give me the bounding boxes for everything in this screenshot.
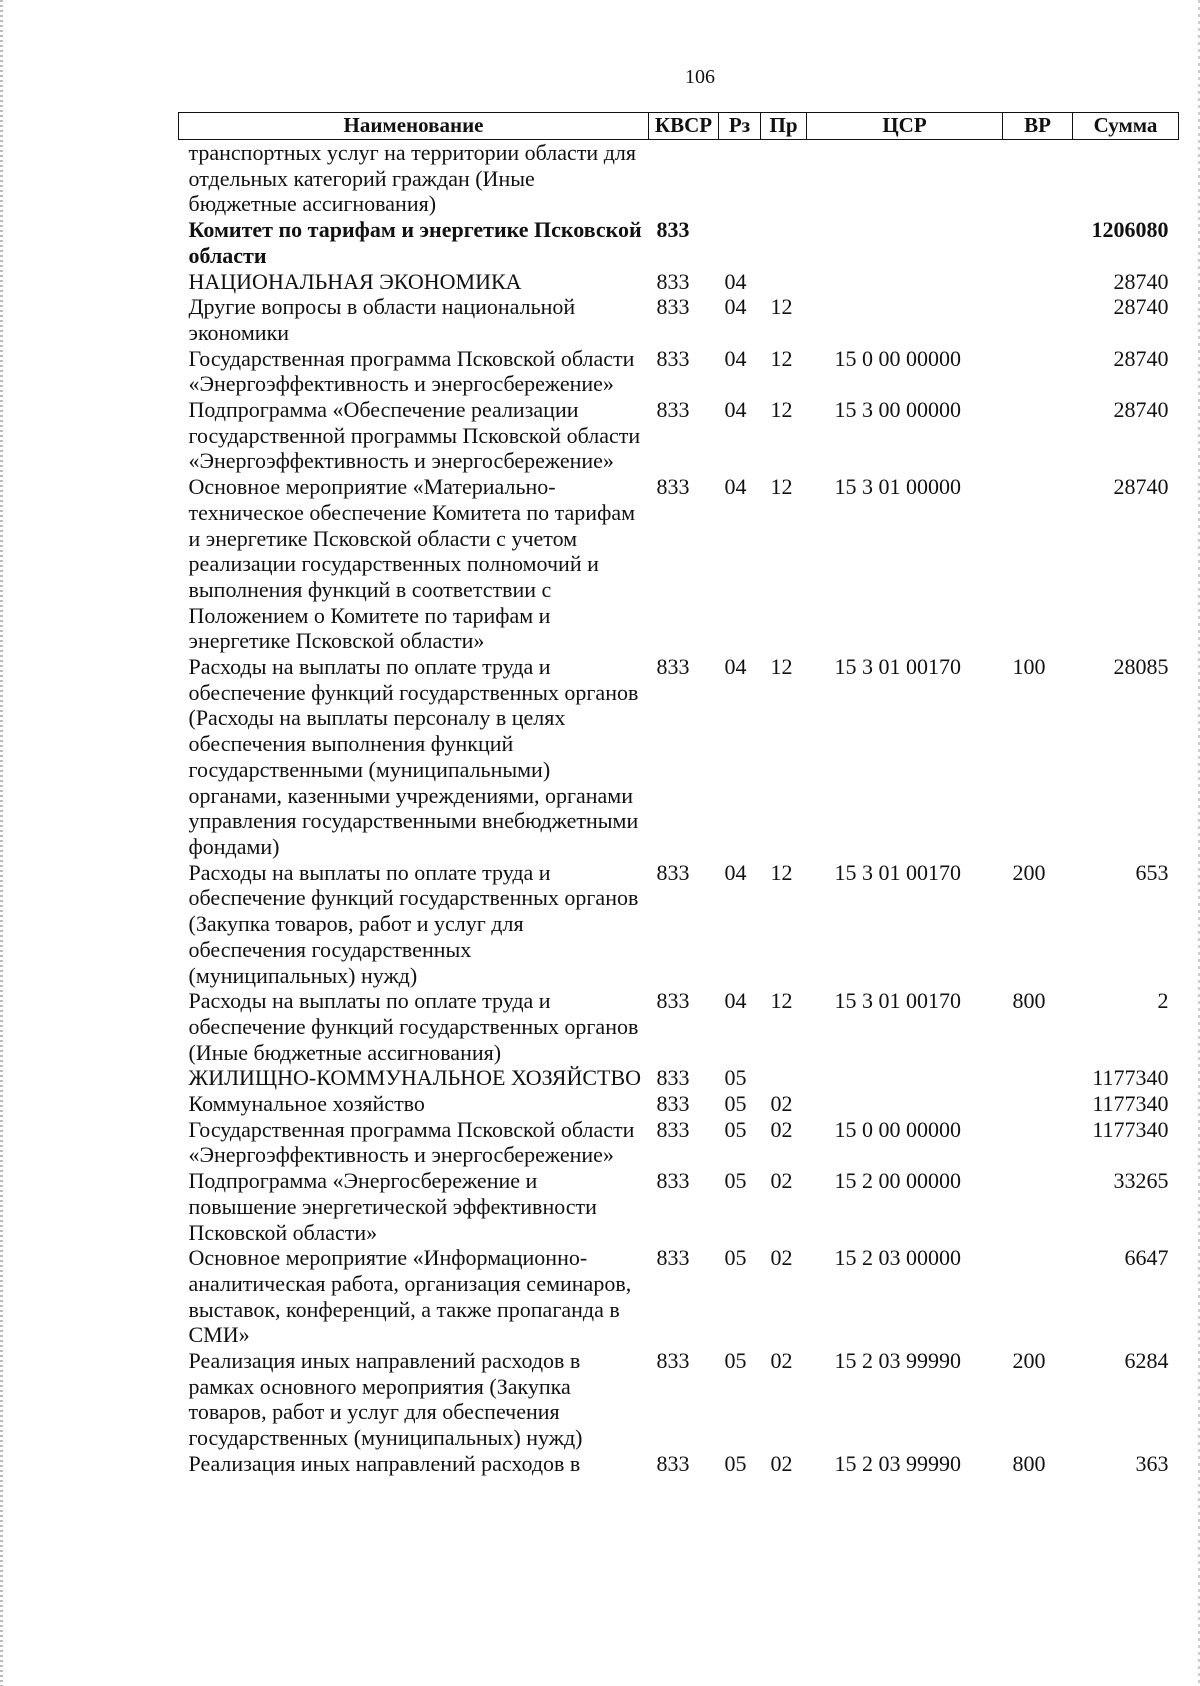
cell-vr: 800 — [1012, 988, 1046, 1014]
cell-vr — [1003, 294, 1073, 345]
cell-name: Расходы на выплаты по оплате труда и обеспечение функций государственных органов (Расходы на выплаты персоналу в целях обеспечения выполнения функций государственными (муниципальными) органами, казенными учреждениями, органами управления государственными внебюджетными фондами) — [188, 654, 639, 859]
cell-sum: 28740 — [1113, 397, 1169, 423]
cell-kvsr: 833 — [656, 988, 690, 1014]
cell-kvsr — [649, 140, 719, 218]
cell-csr: 15 3 01 00170 — [834, 654, 961, 680]
cell-name: Основное мероприятие «Материально-техническое обеспечение Комитета по тарифам и энергетике Псковской области с учетом реализации государственных полномочий и выполнения функций в соответствии с Положением о Комитете по тарифам и энергетике Псковской области» — [188, 474, 636, 654]
cell-rz: 04 — [724, 859, 747, 885]
cell-vr — [1003, 217, 1073, 268]
table-row — [179, 1065, 1179, 1091]
budget-table-container — [178, 112, 1169, 1477]
cell-name: Реализация иных направлений расходов в — [188, 1450, 581, 1476]
cell-name: НАЦИОНАЛЬНАЯ ЭКОНОМИКА — [188, 268, 522, 294]
cell-vr — [1003, 346, 1073, 397]
table-row — [179, 1091, 1179, 1117]
cell-rz: 05 — [724, 1065, 747, 1091]
cell-kvsr: 833 — [656, 1065, 690, 1091]
table-row — [179, 474, 1179, 654]
cell-rz: 05 — [724, 1116, 747, 1142]
cell-rz: 04 — [724, 988, 747, 1014]
cell-csr: 15 0 00 00000 — [834, 345, 961, 371]
cell-name: Подпрограмма «Обеспечение реализации государственной программы Псковской области «Энергоэффективность и энергосбережение» — [188, 397, 641, 474]
cell-csr: 15 3 01 00170 — [834, 859, 961, 885]
cell-sum: 1177340 — [1092, 1065, 1169, 1091]
cell-rz — [719, 217, 761, 268]
cell-csr — [807, 217, 1003, 268]
cell-pr — [761, 269, 807, 295]
cell-rz: 04 — [724, 345, 747, 371]
cell-pr: 12 — [770, 397, 793, 423]
cell-rz: 05 — [724, 1348, 747, 1374]
table-row — [179, 860, 1179, 989]
cell-rz: 05 — [724, 1091, 747, 1117]
cell-name: Другие вопросы в области национальной экономики — [188, 294, 576, 345]
page-number: 106 — [685, 66, 715, 88]
cell-name: ЖИЛИЩНО-КОММУНАЛЬНОЕ ХОЗЯЙСТВО — [188, 1065, 642, 1091]
table-row — [179, 1168, 1179, 1245]
table-row — [179, 269, 1179, 295]
cell-vr — [1003, 140, 1073, 218]
cell-sum: 33265 — [1113, 1168, 1169, 1194]
header-csr: ЦСР — [807, 113, 1003, 140]
cell-name: Государственная программа Псковской области «Энергоэффективность и энергосбережение» — [188, 1116, 635, 1168]
cell-kvsr: 833 — [656, 859, 690, 885]
cell-rz: 05 — [724, 1450, 747, 1476]
cell-vr — [1003, 397, 1073, 474]
cell-csr: 15 3 01 00000 — [834, 474, 961, 500]
cell-csr: 15 2 03 00000 — [834, 1245, 961, 1271]
cell-name: Расходы на выплаты по оплате труда и обеспечение функций государственных органов (Иные бюджетные ассигнования) — [188, 988, 639, 1065]
cell-vr: 200 — [1012, 859, 1046, 885]
header-name: Наименование — [179, 113, 649, 140]
cell-rz: 04 — [724, 474, 747, 500]
cell-csr: 15 2 03 99990 — [834, 1450, 961, 1476]
cell-kvsr: 833 — [656, 1450, 690, 1476]
cell-name: транспортных услуг на территории области для отдельных категорий граждан (Иные бюджетные ассигнования) — [188, 140, 636, 217]
cell-vr — [1003, 1117, 1073, 1168]
cell-sum: 28740 — [1113, 268, 1169, 294]
cell-pr: 12 — [770, 988, 793, 1014]
cell-name: Расходы на выплаты по оплате труда и обеспечение функций государственных органов (Закупка товаров, работ и услуг для обеспечения государственных (муниципальных) нужд) — [188, 859, 639, 988]
cell-vr — [1003, 269, 1073, 295]
cell-sum: 6284 — [1124, 1348, 1169, 1374]
cell-name: Комитет по тарифам и энергетике Псковской области — [188, 217, 642, 268]
cell-pr: 12 — [770, 474, 793, 500]
cell-pr: 02 — [770, 1245, 793, 1271]
cell-kvsr: 833 — [656, 1348, 690, 1374]
cell-csr: 15 2 03 99990 — [834, 1348, 961, 1374]
cell-sum: 1206080 — [1091, 217, 1169, 243]
cell-csr — [807, 269, 1003, 295]
header-vr: ВР — [1003, 113, 1073, 140]
header-pr: Пр — [761, 113, 807, 140]
cell-pr: 02 — [770, 1091, 793, 1117]
cell-vr: 100 — [1012, 654, 1046, 680]
cell-pr: 02 — [770, 1450, 793, 1476]
cell-vr — [1003, 474, 1073, 654]
cell-rz: 04 — [724, 268, 747, 294]
cell-kvsr: 833 — [656, 217, 690, 243]
cell-rz: 04 — [724, 654, 747, 680]
cell-pr: 12 — [770, 294, 793, 320]
table-row — [179, 1117, 1179, 1168]
table-header — [179, 113, 1179, 140]
cell-sum: 1177340 — [1092, 1091, 1169, 1117]
cell-csr: 15 2 00 00000 — [834, 1168, 961, 1194]
cell-csr — [807, 1091, 1003, 1117]
cell-vr: 800 — [1012, 1450, 1046, 1476]
cell-csr — [807, 140, 1003, 218]
cell-sum: 6647 — [1124, 1245, 1169, 1271]
table-row — [179, 1451, 1179, 1477]
cell-kvsr: 833 — [656, 1168, 690, 1194]
cell-csr: 15 0 00 00000 — [834, 1116, 961, 1142]
cell-vr — [1003, 1065, 1073, 1091]
cell-kvsr: 833 — [656, 268, 690, 294]
cell-kvsr: 833 — [656, 1245, 690, 1271]
cell-csr: 15 3 01 00170 — [834, 988, 961, 1014]
cell-csr: 15 3 00 00000 — [834, 397, 961, 423]
cell-sum: 2 — [1157, 988, 1169, 1014]
table-row — [179, 140, 1179, 218]
cell-pr: 02 — [770, 1168, 793, 1194]
scan-edge-left — [0, 0, 3, 1686]
cell-name: Коммунальное хозяйство — [188, 1091, 425, 1117]
cell-kvsr: 833 — [656, 294, 690, 320]
cell-vr: 200 — [1012, 1348, 1046, 1374]
cell-name: Основное мероприятие «Информационно-аналитическая работа, организация семинаров, выставок, конференций, а также пропаганда в СМИ» — [188, 1245, 632, 1348]
cell-kvsr: 833 — [656, 474, 690, 500]
cell-sum: 1177340 — [1092, 1116, 1169, 1142]
cell-pr: 12 — [770, 859, 793, 885]
header-row — [179, 113, 1179, 140]
cell-csr — [807, 1065, 1003, 1091]
cell-vr — [1003, 1245, 1073, 1348]
table-row — [179, 654, 1179, 860]
cell-name: Подпрограмма «Энергосбережение и повышение энергетической эффективности Псковской области» — [188, 1168, 597, 1245]
header-kvsr: КВСР — [649, 113, 719, 140]
cell-vr — [1003, 1091, 1073, 1117]
cell-kvsr: 833 — [656, 345, 690, 371]
cell-pr: 12 — [770, 345, 793, 371]
cell-pr: 02 — [770, 1348, 793, 1374]
cell-sum: 28740 — [1113, 474, 1169, 500]
table-body — [179, 140, 1179, 1477]
table-row — [179, 1348, 1179, 1451]
table-row — [179, 217, 1179, 268]
table-row — [179, 346, 1179, 397]
table-row — [179, 397, 1179, 474]
cell-rz: 04 — [724, 294, 747, 320]
cell-rz: 05 — [724, 1245, 747, 1271]
cell-kvsr: 833 — [656, 1091, 690, 1117]
cell-name: Реализация иных направлений расходов в рамках основного мероприятия (Закупка товаров, работ и услуг для обеспечения государственных (муниципальных) нужд) — [188, 1348, 583, 1451]
cell-csr — [807, 294, 1003, 345]
budget-table — [178, 112, 1179, 1477]
cell-rz: 04 — [724, 397, 747, 423]
cell-pr — [761, 217, 807, 268]
cell-sum — [1073, 140, 1179, 218]
cell-sum: 28085 — [1113, 654, 1169, 680]
cell-vr — [1003, 1168, 1073, 1245]
header-sum: Сумма — [1073, 113, 1179, 140]
cell-kvsr: 833 — [656, 397, 690, 423]
cell-sum: 28740 — [1113, 345, 1169, 371]
cell-pr — [761, 1065, 807, 1091]
cell-kvsr: 833 — [656, 654, 690, 680]
table-row — [179, 988, 1179, 1065]
cell-pr — [761, 140, 807, 218]
header-rz: Рз — [719, 113, 761, 140]
cell-kvsr: 833 — [656, 1116, 690, 1142]
cell-pr: 12 — [770, 654, 793, 680]
cell-sum: 28740 — [1113, 294, 1169, 320]
cell-pr: 02 — [770, 1116, 793, 1142]
table-row — [179, 1245, 1179, 1348]
cell-rz: 05 — [724, 1168, 747, 1194]
table-row — [179, 294, 1179, 345]
cell-sum: 363 — [1135, 1450, 1169, 1476]
cell-sum: 653 — [1135, 859, 1169, 885]
cell-rz — [719, 140, 761, 218]
cell-name: Государственная программа Псковской области «Энергоэффективность и энергосбережение» — [188, 345, 635, 397]
